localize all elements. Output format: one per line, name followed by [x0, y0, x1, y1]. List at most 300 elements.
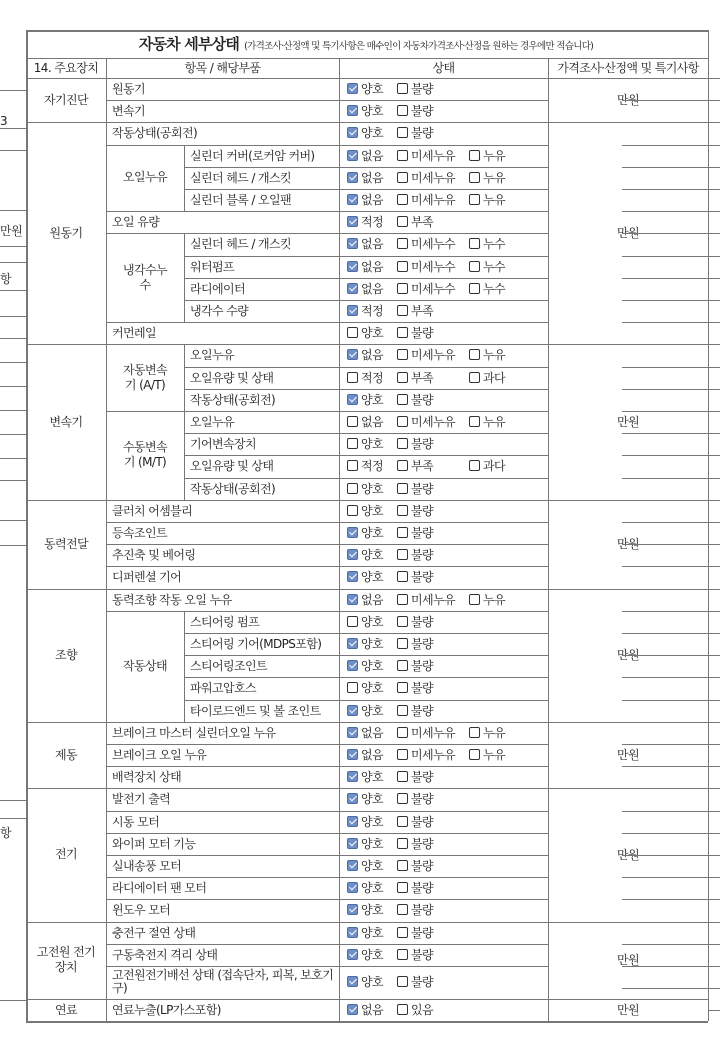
checkbox-unchecked[interactable] — [469, 238, 480, 249]
price-unit: 만원 — [617, 648, 639, 663]
status-option[interactable] — [397, 722, 455, 744]
grid-line-v — [106, 58, 107, 1021]
group-label: 자기진단 — [44, 92, 88, 107]
status-option[interactable] — [469, 589, 505, 611]
status-option[interactable] — [347, 211, 383, 233]
subgroup-label: 냉각수누수 — [123, 262, 167, 292]
checkbox-unchecked[interactable] — [397, 127, 408, 138]
status-option[interactable] — [347, 766, 383, 788]
status-option[interactable] — [397, 944, 433, 966]
checkbox-unchecked[interactable] — [397, 594, 408, 605]
grid-line-h — [622, 544, 708, 545]
grid-line-v — [548, 58, 549, 1021]
checkbox-checked[interactable] — [347, 283, 358, 294]
checkbox-unchecked[interactable] — [397, 416, 408, 427]
item-label: 구동축전지 격리 상태 — [112, 947, 218, 962]
checkbox-unchecked[interactable] — [397, 949, 408, 960]
checkbox-checked[interactable] — [347, 127, 358, 138]
checkbox-checked[interactable] — [347, 838, 358, 849]
grid-line-h — [708, 522, 720, 523]
status-option[interactable] — [469, 411, 505, 433]
status-option-label: 누유 — [483, 415, 505, 429]
checkbox-unchecked[interactable] — [397, 904, 408, 915]
grid-line-h — [622, 411, 708, 412]
status-option-label: 불량 — [411, 548, 433, 563]
grid-line-h — [622, 988, 708, 989]
grid-line-h — [622, 100, 708, 101]
status-option[interactable] — [347, 322, 383, 344]
checkbox-unchecked[interactable] — [397, 505, 408, 516]
grid-line-h — [708, 300, 720, 301]
checkbox-unchecked[interactable] — [469, 194, 480, 205]
grid-line-h — [622, 966, 708, 967]
item-label: 파워고압호스 — [190, 681, 256, 696]
grid-line-h — [708, 566, 720, 567]
status-option[interactable] — [347, 167, 383, 189]
status-option[interactable] — [397, 233, 455, 255]
status-option[interactable] — [397, 145, 455, 167]
status-option[interactable] — [397, 899, 433, 921]
item-label: 와이퍼 모터 기능 — [112, 836, 196, 851]
grid-line-h — [26, 30, 708, 32]
status-option[interactable] — [469, 145, 505, 167]
status-option[interactable] — [397, 700, 433, 722]
checkbox-unchecked[interactable] — [347, 682, 358, 693]
status-option-label: 누수 — [483, 281, 505, 296]
checkbox-unchecked[interactable] — [397, 616, 408, 627]
grid-line-h — [622, 611, 708, 612]
status-option[interactable] — [347, 633, 383, 655]
status-option[interactable] — [397, 211, 433, 233]
checkbox-unchecked[interactable] — [397, 976, 408, 987]
checkbox-checked[interactable] — [347, 638, 358, 649]
status-option[interactable] — [469, 344, 505, 366]
status-option-label: 불량 — [411, 881, 433, 896]
status-option-label: 양호 — [361, 637, 383, 651]
status-option[interactable] — [347, 855, 383, 877]
status-option-label: 미세누유 — [411, 592, 455, 607]
group-label: 원동기 — [49, 225, 83, 240]
status-option[interactable] — [397, 544, 433, 566]
grid-line-h — [106, 100, 548, 101]
checkbox-checked[interactable] — [347, 571, 358, 582]
status-option[interactable] — [347, 589, 383, 611]
grid-line-h — [26, 1021, 708, 1023]
checkbox-checked[interactable] — [347, 150, 358, 161]
status-option-label: 미세누수 — [411, 259, 455, 274]
checkbox-unchecked[interactable] — [397, 327, 408, 338]
status-option[interactable] — [347, 367, 383, 389]
status-option[interactable] — [347, 478, 383, 500]
checkbox-checked[interactable] — [347, 976, 358, 987]
status-option[interactable] — [347, 500, 383, 522]
checkbox-checked[interactable] — [347, 172, 358, 183]
status-option[interactable] — [347, 411, 383, 433]
checkbox-unchecked[interactable] — [397, 549, 408, 560]
status-option[interactable] — [469, 278, 505, 300]
status-option[interactable] — [397, 877, 433, 899]
status-option-label: 불량 — [411, 637, 433, 651]
checkbox-unchecked[interactable] — [397, 727, 408, 738]
status-option[interactable] — [397, 411, 455, 433]
status-option[interactable] — [397, 367, 433, 389]
checkbox-unchecked[interactable] — [469, 261, 480, 272]
grid-line-h — [708, 589, 720, 590]
status-option-label: 양호 — [361, 881, 383, 896]
grid-line-h — [184, 433, 548, 434]
status-option[interactable] — [347, 722, 383, 744]
status-option-label: 미세누수 — [411, 281, 455, 296]
group-label: 연료 — [55, 1002, 77, 1017]
status-option[interactable] — [397, 344, 455, 366]
checkbox-unchecked[interactable] — [397, 882, 408, 893]
status-option[interactable] — [347, 344, 383, 366]
status-option-label: 누유 — [483, 725, 505, 740]
grid-line-h — [622, 300, 708, 301]
checkbox-checked[interactable] — [347, 216, 358, 227]
checkbox-unchecked[interactable] — [347, 438, 358, 449]
status-option[interactable] — [397, 322, 433, 344]
checkbox-unchecked[interactable] — [397, 283, 408, 294]
grid-line-h — [184, 677, 548, 678]
status-option-label: 양호 — [361, 526, 383, 540]
status-option-label: 불량 — [411, 526, 433, 540]
grid-line-v — [708, 30, 709, 1021]
checkbox-unchecked[interactable] — [347, 483, 358, 494]
status-option[interactable] — [347, 233, 383, 255]
status-option[interactable] — [469, 233, 505, 255]
grid-line-h — [106, 766, 548, 767]
status-options — [339, 999, 548, 1021]
checkbox-checked[interactable] — [347, 949, 358, 960]
status-option[interactable] — [347, 455, 383, 477]
grid-line-h — [622, 744, 708, 745]
status-option[interactable] — [347, 544, 383, 566]
status-option[interactable] — [397, 122, 433, 144]
checkbox-unchecked[interactable] — [397, 793, 408, 804]
item-label: 라디에이터 — [190, 281, 245, 296]
status-option[interactable] — [469, 722, 505, 744]
checkbox-checked[interactable] — [347, 727, 358, 738]
item-label: 고전원전기배선 상태 (접속단자, 피복, 보호기구) — [112, 968, 334, 995]
checkbox-checked[interactable] — [347, 527, 358, 538]
checkbox-checked[interactable] — [347, 660, 358, 671]
checkbox-unchecked[interactable] — [397, 927, 408, 938]
status-option[interactable] — [397, 433, 433, 455]
checkbox-unchecked[interactable] — [347, 460, 358, 471]
status-option[interactable] — [347, 922, 383, 944]
status-option-label: 불량 — [411, 659, 433, 674]
grid-line-h — [622, 189, 708, 190]
status-option[interactable] — [347, 522, 383, 544]
status-option[interactable] — [397, 78, 433, 100]
checkbox-checked[interactable] — [347, 749, 358, 760]
checkbox-unchecked[interactable] — [397, 860, 408, 871]
status-option[interactable] — [397, 611, 433, 633]
checkbox-checked[interactable] — [347, 882, 358, 893]
checkbox-unchecked[interactable] — [347, 616, 358, 627]
checkbox-unchecked[interactable] — [397, 194, 408, 205]
checkbox-unchecked[interactable] — [469, 349, 480, 360]
checkbox-checked[interactable] — [347, 705, 358, 716]
status-option[interactable] — [347, 877, 383, 899]
status-option-label: 불량 — [411, 503, 433, 518]
item-label: 브레이크 오일 누유 — [112, 748, 207, 762]
checkbox-unchecked[interactable] — [469, 283, 480, 294]
status-option[interactable] — [347, 744, 383, 766]
checkbox-unchecked[interactable] — [397, 150, 408, 161]
status-option-label: 불량 — [411, 903, 433, 918]
checkbox-unchecked[interactable] — [397, 305, 408, 316]
status-option[interactable] — [397, 278, 455, 300]
checkbox-unchecked[interactable] — [397, 172, 408, 183]
grid-line-h — [0, 362, 26, 363]
grid-line-h — [106, 833, 548, 834]
status-option[interactable] — [469, 455, 505, 477]
grid-line-h — [106, 611, 548, 612]
checkbox-unchecked[interactable] — [469, 460, 480, 471]
status-option[interactable] — [469, 367, 505, 389]
status-options — [339, 189, 548, 211]
grid-line-h — [708, 677, 720, 678]
status-option-label: 없음 — [361, 170, 383, 185]
grid-line-h — [26, 999, 708, 1000]
status-option[interactable] — [347, 100, 383, 122]
status-option[interactable] — [347, 971, 383, 993]
status-option-label: 누유 — [483, 592, 505, 607]
checkbox-unchecked[interactable] — [397, 771, 408, 782]
status-option[interactable] — [397, 500, 433, 522]
grid-line-h — [622, 433, 708, 434]
status-option[interactable] — [347, 700, 383, 722]
grid-line-h — [0, 458, 26, 459]
checkbox-checked[interactable] — [347, 793, 358, 804]
status-option[interactable] — [347, 899, 383, 921]
status-option[interactable] — [347, 389, 383, 411]
grid-line-h — [184, 167, 548, 168]
checkbox-checked[interactable] — [347, 105, 358, 116]
status-option[interactable] — [397, 744, 455, 766]
price-unit: 만원 — [617, 226, 639, 241]
checkbox-unchecked[interactable] — [397, 705, 408, 716]
subgroup-label: 자동변속기 (A/T) — [123, 362, 167, 392]
checkbox-unchecked[interactable] — [397, 349, 408, 360]
status-option[interactable] — [397, 478, 433, 500]
checkbox-unchecked[interactable] — [397, 660, 408, 671]
status-option-label: 누유 — [483, 193, 505, 207]
status-option[interactable] — [347, 833, 383, 855]
status-option[interactable] — [397, 189, 455, 211]
checkbox-unchecked[interactable] — [469, 150, 480, 161]
checkbox-unchecked[interactable] — [397, 682, 408, 693]
grid-line-h — [0, 386, 26, 387]
checkbox-checked[interactable] — [347, 1004, 358, 1015]
status-option[interactable] — [469, 744, 505, 766]
status-option[interactable] — [397, 566, 433, 588]
status-option[interactable] — [469, 189, 505, 211]
status-option[interactable] — [397, 788, 433, 810]
checkbox-unchecked[interactable] — [397, 838, 408, 849]
status-options — [339, 811, 548, 833]
item-label: 작동상태(공회전) — [112, 126, 198, 141]
checkbox-checked[interactable] — [347, 394, 358, 405]
checkbox-unchecked[interactable] — [397, 638, 408, 649]
status-option-label: 미세누유 — [411, 348, 455, 363]
grid-line-h — [184, 633, 548, 634]
status-option[interactable] — [397, 300, 433, 322]
status-option[interactable] — [347, 433, 383, 455]
checkbox-checked[interactable] — [347, 349, 358, 360]
grid-line-h — [184, 300, 548, 301]
checkbox-unchecked[interactable] — [397, 483, 408, 494]
status-option[interactable] — [347, 999, 383, 1021]
checkbox-checked[interactable] — [347, 860, 358, 871]
checkbox-checked[interactable] — [347, 261, 358, 272]
item-label: 커먼레일 — [112, 326, 156, 341]
status-option[interactable] — [397, 256, 455, 278]
status-options — [339, 655, 548, 677]
status-option[interactable] — [469, 256, 505, 278]
checkbox-unchecked[interactable] — [347, 327, 358, 338]
checkbox-unchecked[interactable] — [397, 394, 408, 405]
checkbox-unchecked[interactable] — [397, 83, 408, 94]
item-label: 실내송풍 모터 — [112, 859, 182, 873]
status-option-label: 미세누유 — [411, 193, 455, 207]
checkbox-checked[interactable] — [347, 771, 358, 782]
status-option[interactable] — [397, 677, 433, 699]
checkbox-unchecked[interactable] — [397, 1004, 408, 1015]
status-option[interactable] — [347, 145, 383, 167]
status-options — [339, 433, 548, 455]
status-option-label: 양호 — [361, 548, 383, 563]
status-option[interactable] — [347, 677, 383, 699]
grid-line-h — [622, 211, 708, 212]
status-option[interactable] — [397, 766, 433, 788]
price-unit: 만원 — [617, 1003, 639, 1018]
header-section: 14. 주요장치 — [33, 61, 99, 75]
status-option[interactable] — [397, 589, 455, 611]
status-option-label: 양호 — [361, 836, 383, 851]
status-option[interactable] — [347, 655, 383, 677]
checkbox-unchecked[interactable] — [397, 105, 408, 116]
checkbox-unchecked[interactable] — [397, 816, 408, 827]
status-options — [339, 633, 548, 655]
checkbox-unchecked[interactable] — [347, 505, 358, 516]
status-option[interactable] — [397, 971, 433, 993]
checkbox-unchecked[interactable] — [469, 372, 480, 383]
checkbox-checked[interactable] — [347, 194, 358, 205]
grid-line-h — [622, 633, 708, 634]
status-option[interactable] — [397, 922, 433, 944]
grid-line-h — [708, 766, 720, 767]
status-option[interactable] — [347, 189, 383, 211]
status-option-label: 양호 — [361, 681, 383, 696]
status-option[interactable] — [347, 566, 383, 588]
status-option-label: 양호 — [361, 903, 383, 918]
status-options — [339, 722, 548, 744]
status-option[interactable] — [397, 833, 433, 855]
status-options — [339, 167, 548, 189]
status-option[interactable] — [397, 167, 455, 189]
item-label: 발전기 출력 — [112, 792, 171, 807]
status-option[interactable] — [397, 522, 433, 544]
checkbox-unchecked[interactable] — [347, 372, 358, 383]
status-option[interactable] — [347, 78, 383, 100]
status-option[interactable] — [347, 811, 383, 833]
form-title-main: 자동차 세부상태 — [138, 35, 240, 53]
status-option-label: 누유 — [483, 148, 505, 163]
checkbox-unchecked[interactable] — [469, 416, 480, 427]
status-option-label: 적정 — [361, 459, 383, 474]
checkbox-unchecked[interactable] — [469, 727, 480, 738]
checkbox-unchecked[interactable] — [397, 527, 408, 538]
item-label: 실린더 커버(로커암 커버) — [190, 148, 315, 163]
status-option-label: 양호 — [361, 437, 383, 452]
status-option[interactable] — [347, 944, 383, 966]
checkbox-unchecked[interactable] — [397, 438, 408, 449]
checkbox-unchecked[interactable] — [469, 749, 480, 760]
checkbox-unchecked[interactable] — [469, 172, 480, 183]
group-label: 동력전달 — [44, 536, 88, 551]
checkbox-unchecked[interactable] — [397, 460, 408, 471]
status-option[interactable] — [397, 655, 433, 677]
checkbox-unchecked[interactable] — [469, 594, 480, 605]
status-option[interactable] — [397, 999, 433, 1021]
status-option[interactable] — [397, 100, 433, 122]
status-option[interactable] — [347, 256, 383, 278]
status-option[interactable] — [397, 389, 433, 411]
grid-line-h — [0, 1000, 26, 1001]
status-option-label: 없음 — [361, 281, 383, 296]
grid-line-h — [622, 655, 708, 656]
checkbox-unchecked[interactable] — [397, 372, 408, 383]
checkbox-checked[interactable] — [347, 816, 358, 827]
status-option[interactable] — [397, 811, 433, 833]
status-options — [339, 677, 548, 699]
status-option-label: 양호 — [361, 859, 383, 873]
checkbox-checked[interactable] — [347, 83, 358, 94]
checkbox-unchecked[interactable] — [397, 216, 408, 227]
checkbox-unchecked[interactable] — [347, 416, 358, 427]
form-title — [26, 30, 706, 58]
checkbox-unchecked[interactable] — [397, 749, 408, 760]
status-option[interactable] — [397, 455, 433, 477]
left-fragment: 항 — [0, 272, 12, 286]
checkbox-checked[interactable] — [347, 904, 358, 915]
grid-line-h — [106, 877, 548, 878]
status-option[interactable] — [397, 855, 433, 877]
status-options — [339, 256, 548, 278]
checkbox-unchecked[interactable] — [397, 571, 408, 582]
status-option[interactable] — [347, 300, 383, 322]
checkbox-checked[interactable] — [347, 594, 358, 605]
form-title-note: (가격조사·산정액 및 특기사항은 매수인이 자동차가격조사·산정을 원하는 경우에만 적습니다) — [244, 41, 594, 52]
status-option[interactable] — [397, 633, 433, 655]
grid-line-h — [184, 655, 548, 656]
status-option[interactable] — [347, 788, 383, 810]
status-option[interactable] — [347, 278, 383, 300]
checkbox-checked[interactable] — [347, 305, 358, 316]
checkbox-unchecked[interactable] — [397, 261, 408, 272]
checkbox-checked[interactable] — [347, 238, 358, 249]
checkbox-unchecked[interactable] — [397, 238, 408, 249]
status-option-label: 없음 — [361, 748, 383, 762]
checkbox-checked[interactable] — [347, 927, 358, 938]
status-option[interactable] — [347, 122, 383, 144]
status-option[interactable] — [469, 167, 505, 189]
status-option[interactable] — [347, 611, 383, 633]
checkbox-checked[interactable] — [347, 549, 358, 560]
